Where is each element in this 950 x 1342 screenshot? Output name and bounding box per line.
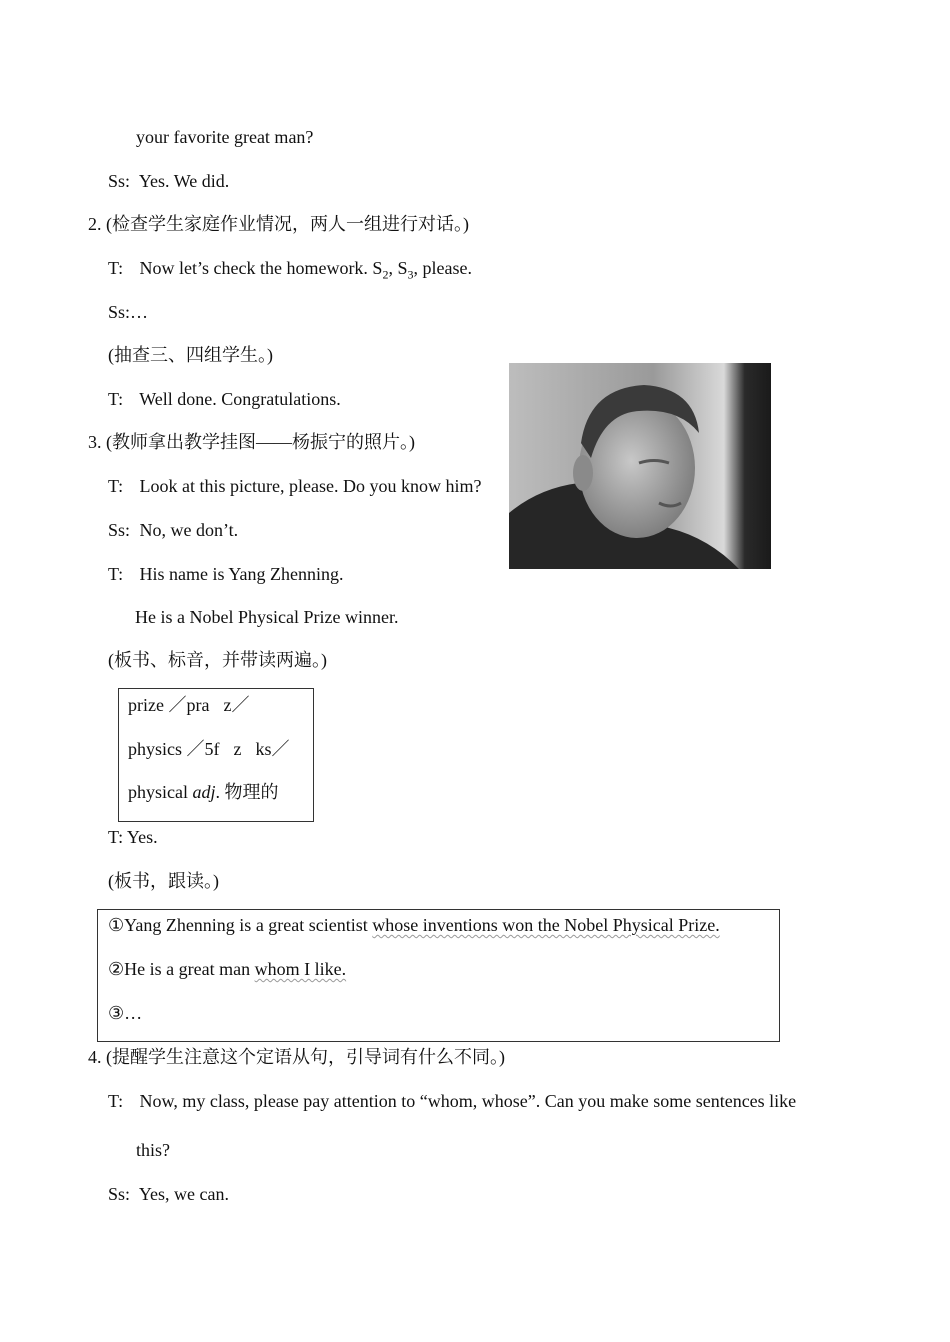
speaker-label: Ss: (108, 520, 131, 540)
dialogue-text: No, we don’t. (139, 520, 239, 540)
note-board-phonetics: (板书、标音，并带读两遍。) (108, 650, 327, 670)
speaker-label: Ss: (108, 1184, 131, 1204)
line-favorite-great-man: your favorite great man? (136, 127, 314, 147)
speaker-label: T: (108, 258, 124, 278)
step-3-instruction: 3. (教师拿出教学挂图——杨振宁的照片。) (88, 432, 415, 452)
dialogue-text: , please. (413, 258, 472, 278)
note-board-read: (板书，跟读。) (108, 871, 219, 891)
relative-clause: whose inventions won the Nobel Physical Prize. (372, 915, 720, 935)
step-2-instruction: 2. (检查学生家庭作业情况，两人一组进行对话。) (88, 214, 469, 234)
sentence-main: ①Yang Zhenning is a great scientist (108, 915, 373, 935)
speaker-label: T: (108, 1091, 124, 1111)
line-nobel-winner: He is a Nobel Physical Prize winner. (135, 607, 399, 627)
dialogue-text: Now let’s check the homework. S (139, 258, 383, 278)
vocab-prize: prize ／pra z／ (128, 695, 250, 715)
vocab-physical (128, 780, 279, 804)
vocab-meaning: . 物理的 (215, 782, 279, 802)
speaker-label: Ss: (108, 171, 131, 191)
speaker-label: T: (108, 564, 124, 584)
part-of-speech: adj (192, 782, 216, 802)
subscript: 2 (382, 267, 389, 282)
note-check-groups: (抽查三、四组学生。) (108, 345, 273, 365)
vocab-physics: physics ／5f z ks／ (128, 739, 290, 759)
line-students-reply (108, 169, 229, 193)
dialogue-text: His name is Yang Zhenning. (139, 564, 344, 584)
dialogue-text: Now, my class, please pay attention to “whom, whose”. Can you make some sentences like (139, 1091, 797, 1111)
line-look-at-picture (108, 474, 481, 498)
line-well-done (108, 387, 341, 411)
vocab-word: physical (128, 782, 193, 802)
sentence-3: ③… (108, 1003, 143, 1023)
line-we-dont (108, 518, 238, 542)
sentence-2 (108, 957, 346, 981)
line-this: this? (136, 1140, 170, 1160)
line-t-yes: T: Yes. (108, 827, 158, 847)
dialogue-text: Look at this picture, please. Do you know him? (139, 476, 482, 496)
subscript: 3 (407, 267, 414, 282)
line-students-ellipsis: Ss:… (108, 302, 149, 322)
speaker-label: T: (108, 389, 124, 409)
sentence-main: ②He is a great man (108, 959, 255, 979)
relative-clause: whom I like. (254, 959, 347, 979)
sentence-1 (108, 913, 720, 937)
step-4-instruction: 4. (提醒学生注意这个定语从句，引导词有什么不同。) (88, 1047, 505, 1067)
dialogue-text: Yes. We did. (138, 171, 230, 191)
line-pay-attention (108, 1089, 796, 1113)
line-his-name (108, 562, 344, 586)
speaker-label: T: (108, 476, 124, 496)
dialogue-text: Yes, we can. (138, 1184, 230, 1204)
dialogue-text: , S (388, 258, 408, 278)
line-check-homework (108, 256, 472, 280)
line-we-can (108, 1182, 229, 1206)
dialogue-text: Well done. Congratulations. (139, 389, 341, 409)
portrait-photo (509, 363, 771, 569)
